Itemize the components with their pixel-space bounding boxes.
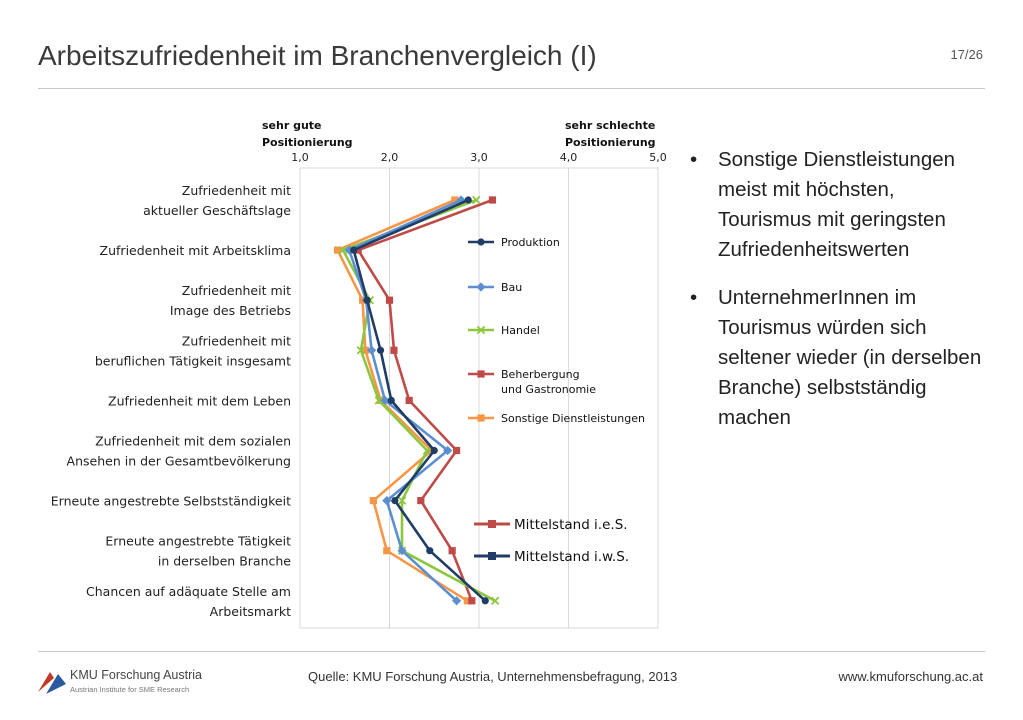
data-point (449, 547, 456, 554)
data-point (431, 447, 438, 454)
bullet-item (690, 145, 990, 265)
x-tick-label: 3,0 (470, 151, 488, 164)
footer-link[interactable]: www.kmuforschung.ac.at (838, 669, 983, 684)
data-point (477, 370, 484, 377)
category-label: in derselben Branche (157, 553, 291, 569)
category-label: Chancen auf adäquate Stelle am (86, 583, 291, 599)
kmu-logo-icon (36, 666, 68, 698)
data-point (476, 282, 485, 291)
category-label: Image des Betriebs (169, 303, 291, 319)
page-number: 17/26 (950, 47, 983, 62)
data-point (364, 297, 371, 304)
axis-left-annotation: sehr gute (262, 119, 322, 132)
category-label: beruflichen Tätigkeit insgesamt (94, 353, 291, 369)
bullet-marker: • (690, 148, 698, 171)
legend-label: Sonstige Dienstleistungen (501, 412, 645, 425)
chart-series (334, 195, 499, 605)
axis-left-annotation: Positionierung (262, 136, 353, 149)
data-point (390, 347, 397, 354)
category-label: Zufriedenheit mit dem sozialen (95, 433, 291, 449)
legend-item (468, 236, 560, 249)
data-point (377, 347, 384, 354)
bullet-list (690, 145, 990, 451)
legend-item (468, 281, 522, 294)
series-line (354, 200, 486, 601)
data-point (482, 597, 489, 604)
data-point (388, 397, 395, 404)
category-label: Zufriedenheit mit dem Leben (108, 393, 291, 409)
category-label: Ansehen in der Gesamtbevölkerung (66, 453, 291, 469)
bullet-text: UnternehmerInnen im Tourismus würden sich seltener wieder (in derselben Branche) selbstständig machen (718, 286, 982, 429)
x-tick-label: 2,0 (380, 151, 399, 164)
page-title: Arbeitszufriedenheit im Branchenvergleich (I) (38, 40, 597, 71)
category-label: Arbeitsmarkt (209, 603, 291, 619)
data-point (406, 397, 413, 404)
category-label: Zufriedenheit mit (181, 333, 291, 349)
legend-item (474, 517, 628, 533)
logo-subtitle: Austrian Institute for SME Research (70, 685, 190, 694)
data-point (391, 497, 398, 504)
data-point (383, 547, 390, 554)
data-point (417, 497, 424, 504)
data-point (477, 414, 484, 421)
data-point (453, 447, 460, 454)
x-tick-label: 4,0 (559, 151, 578, 164)
footer-divider (38, 651, 985, 652)
category-label: Zufriedenheit mit (181, 183, 291, 198)
legend-label: Mittelstand i.e.S. (514, 517, 628, 533)
legend-label: Bau (501, 281, 523, 294)
legend-item (474, 549, 629, 565)
series-produktion (350, 196, 489, 604)
data-point (386, 297, 393, 304)
data-point (350, 247, 357, 254)
data-point (370, 497, 377, 504)
data-point (468, 597, 475, 604)
axis-right-annotation: Positionierung (565, 136, 656, 149)
data-point (477, 238, 484, 245)
bullet-text: Sonstige Dienstleistungen meist mit höchsten, Tourismus mit geringsten Zufriedenheitswerten (718, 148, 956, 261)
category-label: Erneute angestrebte Selbstständigkeit (50, 493, 291, 509)
data-point (488, 520, 496, 528)
satisfaction-line-chart (0, 100, 670, 640)
bullet-item (690, 283, 990, 433)
title-divider (38, 88, 985, 89)
category-label: Erneute angestrebte Tätigkeit (105, 533, 291, 549)
legend-item (468, 412, 645, 425)
chart-legend (468, 236, 645, 565)
logo-name: KMU Forschung Austria (70, 668, 202, 682)
data-point (488, 552, 496, 560)
category-label: Zufriedenheit mit Arbeitsklima (99, 243, 291, 259)
category-label: Zufriedenheit mit (181, 283, 291, 299)
legend-label: Beherbergung (501, 368, 580, 381)
legend-item (468, 368, 596, 396)
data-point (426, 547, 433, 554)
legend-label: Produktion (501, 236, 560, 249)
category-label: aktueller Geschäftslage (143, 203, 291, 218)
legend-label: und Gastronomie (501, 383, 596, 396)
axis-right-annotation: sehr schlechte (565, 119, 656, 132)
source-note: Quelle: KMU Forschung Austria, Unternehmensbefragung, 2013 (308, 669, 678, 684)
data-point (489, 196, 496, 203)
x-tick-label: 1,0 (291, 151, 309, 164)
bullet-marker: • (690, 286, 698, 309)
legend-label: Mittelstand i.w.S. (514, 549, 630, 565)
data-point (465, 196, 472, 203)
legend-label: Handel (501, 324, 540, 337)
kmu-logo (36, 664, 236, 698)
x-tick-label: 5,0 (649, 151, 667, 164)
